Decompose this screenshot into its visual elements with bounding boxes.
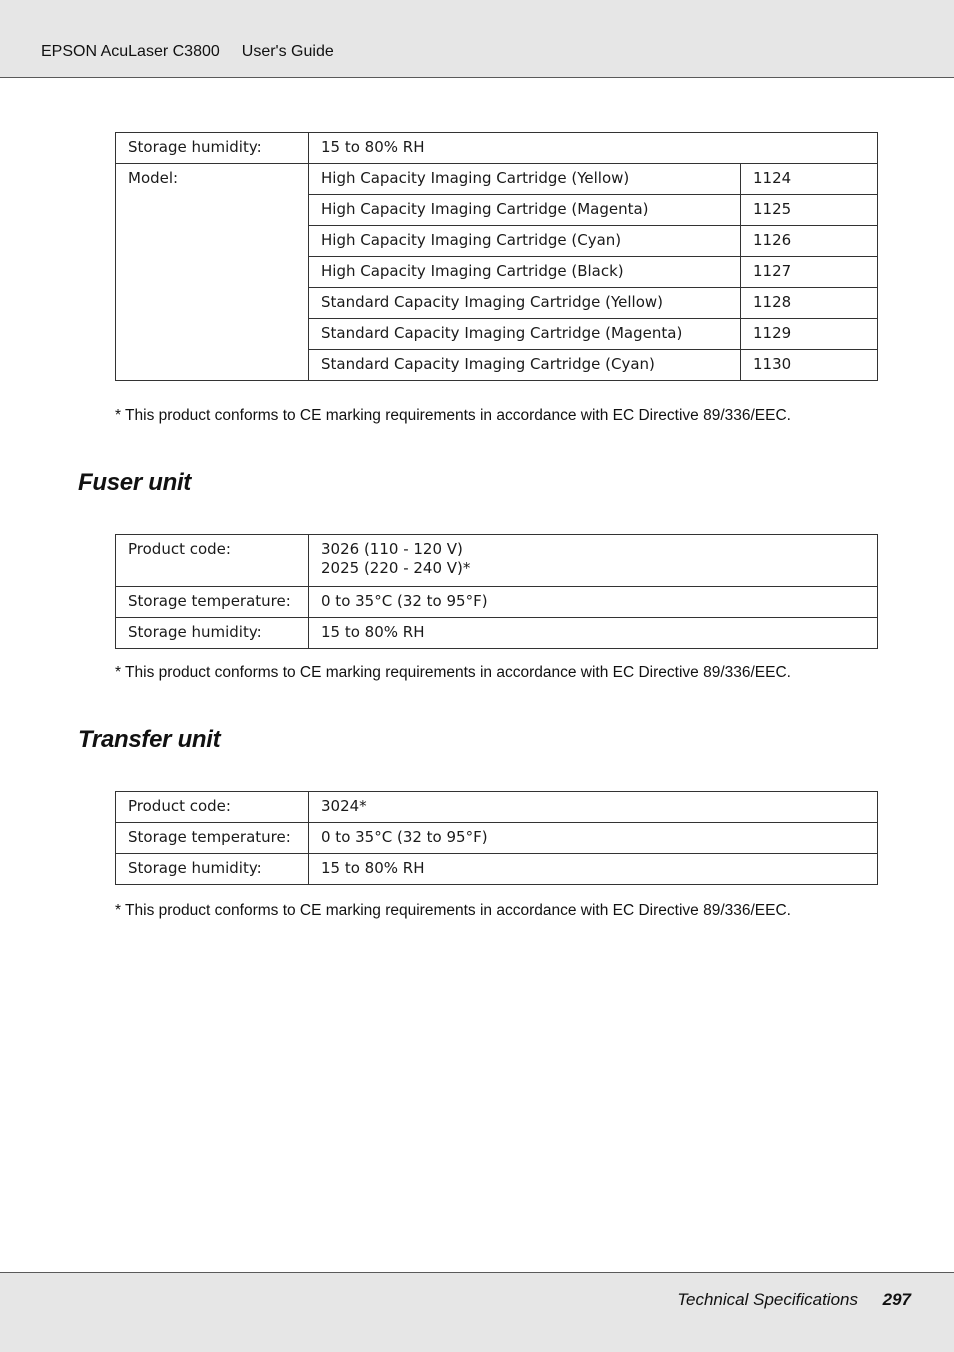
fuser-unit-spec-table xyxy=(115,534,878,649)
table-row xyxy=(116,133,878,164)
model-code: 1126 xyxy=(741,226,878,257)
table-row xyxy=(116,854,878,885)
spec-label: Storage temperature: xyxy=(116,823,309,854)
model-name: High Capacity Imaging Cartridge (Magenta) xyxy=(309,195,741,226)
spec-value: 15 to 80% RH xyxy=(309,133,878,164)
header-product-name: EPSON AcuLaser C3800 xyxy=(41,43,220,60)
spec-label: Product code: xyxy=(116,792,309,823)
table-row xyxy=(116,792,878,823)
table-row xyxy=(116,587,878,618)
spec-value xyxy=(309,535,878,587)
spec-value: 15 to 80% RH xyxy=(309,618,878,649)
model-name: High Capacity Imaging Cartridge (Black) xyxy=(309,257,741,288)
spec-label: Model: xyxy=(116,164,309,381)
page-header xyxy=(0,0,954,78)
ce-footnote: * This product conforms to CE marking requirements in accordance with EC Directive 89/336/EEC. xyxy=(115,407,791,424)
model-code: 1125 xyxy=(741,195,878,226)
spec-label: Storage humidity: xyxy=(116,133,309,164)
spec-value: 0 to 35°C (32 to 95°F) xyxy=(309,823,878,854)
header-title xyxy=(41,43,334,61)
model-code: 1124 xyxy=(741,164,878,195)
table-row xyxy=(116,164,878,195)
table-row xyxy=(116,535,878,587)
model-name: Standard Capacity Imaging Cartridge (Yellow) xyxy=(309,288,741,319)
page-number: 297 xyxy=(882,1290,911,1309)
model-name: Standard Capacity Imaging Cartridge (Cyan) xyxy=(309,350,741,381)
section-title-transfer-unit: Transfer unit xyxy=(78,726,221,753)
spec-value: 0 to 35°C (32 to 95°F) xyxy=(309,587,878,618)
spec-value: 3024* xyxy=(309,792,878,823)
section-title-fuser-unit: Fuser unit xyxy=(78,469,192,496)
page-footer xyxy=(0,1272,954,1352)
ce-footnote: * This product conforms to CE marking requirements in accordance with EC Directive 89/336/EEC. xyxy=(115,664,791,681)
model-name: Standard Capacity Imaging Cartridge (Magenta) xyxy=(309,319,741,350)
header-guide-name: User's Guide xyxy=(241,43,334,60)
model-name: High Capacity Imaging Cartridge (Yellow) xyxy=(309,164,741,195)
product-code-line: 3026 (110 - 120 V) xyxy=(321,540,463,558)
spec-value: 15 to 80% RH xyxy=(309,854,878,885)
product-code-line: 2025 (220 - 240 V)* xyxy=(321,559,471,577)
spec-label: Storage humidity: xyxy=(116,854,309,885)
spec-label: Storage temperature: xyxy=(116,587,309,618)
table-row xyxy=(116,618,878,649)
table-row xyxy=(116,823,878,854)
ce-footnote: * This product conforms to CE marking requirements in accordance with EC Directive 89/336/EEC. xyxy=(115,902,791,919)
footer-section-name: Technical Specifications xyxy=(677,1290,858,1309)
model-code: 1130 xyxy=(741,350,878,381)
spec-label: Product code: xyxy=(116,535,309,587)
model-code: 1129 xyxy=(741,319,878,350)
transfer-unit-spec-table xyxy=(115,791,878,885)
model-name: High Capacity Imaging Cartridge (Cyan) xyxy=(309,226,741,257)
imaging-cartridge-spec-table xyxy=(115,132,878,381)
model-code: 1128 xyxy=(741,288,878,319)
spec-label: Storage humidity: xyxy=(116,618,309,649)
model-code: 1127 xyxy=(741,257,878,288)
